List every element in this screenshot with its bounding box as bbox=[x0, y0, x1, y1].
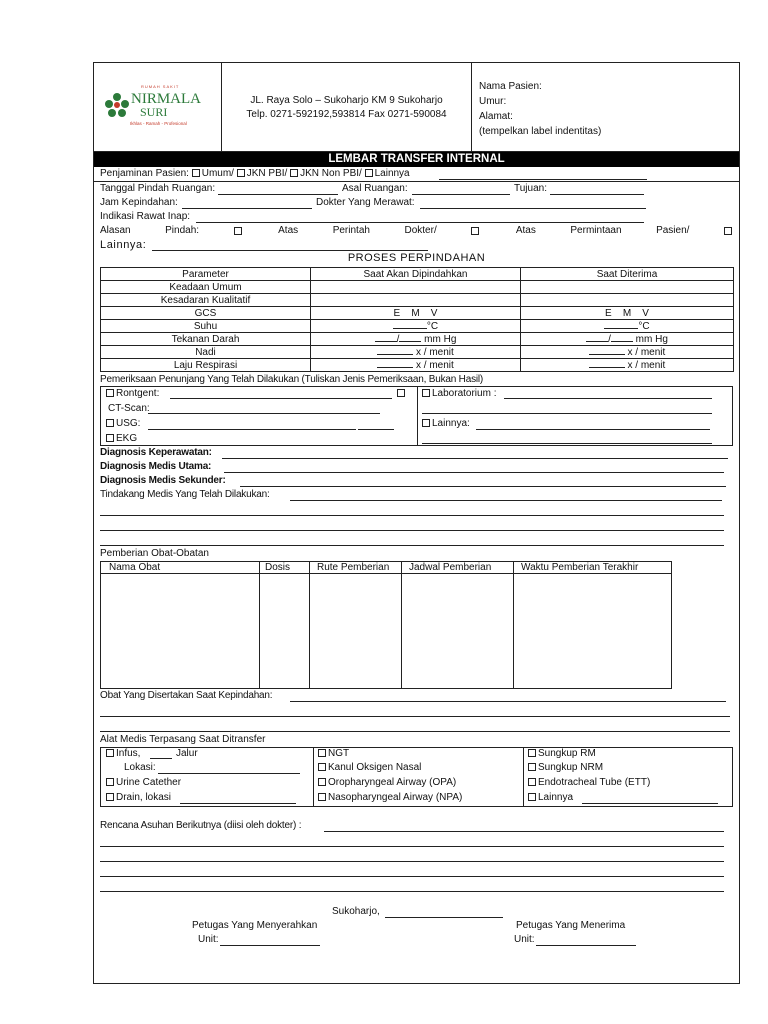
unit: mm Hg bbox=[424, 334, 457, 345]
place-label: Sukoharjo, bbox=[332, 906, 380, 917]
rontgent-row bbox=[106, 388, 159, 399]
blank[interactable] bbox=[611, 333, 633, 342]
checkbox-laboratorium[interactable] bbox=[422, 389, 430, 397]
header-waktu-terakhir: Waktu Pemberian Terakhir bbox=[521, 562, 639, 573]
cell-input[interactable] bbox=[521, 281, 734, 294]
lab-field-2[interactable] bbox=[422, 413, 712, 414]
alat-title: Alat Medis Terpasang Saat Ditransfer bbox=[100, 734, 266, 745]
gcs-before[interactable] bbox=[311, 307, 521, 320]
header-rute: Rute Pemberian bbox=[317, 562, 390, 573]
ctscan-label: CT-Scan: bbox=[108, 403, 150, 414]
diagnosis-keperawatan-field[interactable] bbox=[222, 458, 728, 459]
unit: x / menit bbox=[627, 347, 666, 358]
dokter-field[interactable] bbox=[420, 208, 646, 209]
checkbox-lainnya-alasan[interactable] bbox=[724, 227, 732, 235]
diagnosis-utama-label: Diagnosis Medis Utama: bbox=[100, 461, 212, 472]
rencana-field-5[interactable] bbox=[100, 891, 724, 892]
proses-table bbox=[100, 267, 734, 372]
header bbox=[94, 63, 739, 152]
drain-label: Drain, lokasi bbox=[116, 792, 172, 803]
flower-icon bbox=[104, 91, 130, 121]
alasan-word: Permintaan bbox=[570, 225, 622, 236]
usg-label: USG: bbox=[116, 418, 141, 429]
divider bbox=[309, 562, 310, 688]
nadi-before[interactable] bbox=[311, 346, 521, 359]
blank[interactable] bbox=[589, 346, 625, 355]
diagnosis-utama-field[interactable] bbox=[224, 472, 724, 473]
alat-lainnya-field[interactable] bbox=[582, 803, 718, 804]
nrm-label: Sungkup NRM bbox=[538, 762, 604, 773]
divider bbox=[259, 562, 260, 688]
logo-name-1: NIRMALA bbox=[131, 91, 201, 107]
alat-nrm-row bbox=[528, 762, 603, 773]
alat-ett-row bbox=[528, 777, 650, 788]
logo-top-text: RUMAH SAKIT bbox=[141, 84, 180, 89]
tujuan-label: Tujuan: bbox=[514, 183, 547, 194]
option-umum: Umum/ bbox=[201, 168, 234, 179]
unit: x / menit bbox=[415, 347, 454, 358]
penjaminan-label: Penjaminan Pasien: bbox=[100, 168, 189, 179]
checkbox-jkn-non-pbi[interactable] bbox=[290, 169, 298, 177]
checkbox-npa[interactable] bbox=[318, 793, 326, 801]
alasan-row bbox=[100, 225, 734, 236]
dokter-label: Dokter Yang Merawat: bbox=[316, 197, 415, 208]
usg-row bbox=[106, 418, 140, 429]
unit: x / menit bbox=[627, 360, 666, 371]
obat-table[interactable] bbox=[100, 561, 672, 689]
blank[interactable] bbox=[604, 320, 638, 329]
tindakan-field-4[interactable] bbox=[100, 545, 724, 546]
lainnya-field[interactable] bbox=[152, 250, 428, 251]
diagnosis-keperawatan-label: Diagnosis Keperawatan: bbox=[100, 447, 212, 458]
penunjang-box bbox=[100, 386, 733, 446]
divider bbox=[417, 387, 418, 445]
rm-label: Sungkup RM bbox=[538, 748, 596, 759]
tanggal-label: Tanggal Pindah Ruangan: bbox=[100, 183, 216, 194]
header-dosis: Dosis bbox=[265, 562, 291, 573]
checkbox-ekg[interactable] bbox=[106, 434, 114, 442]
alat-rm-row bbox=[528, 748, 596, 759]
header-parameter: Parameter bbox=[101, 268, 311, 281]
patient-address-label: Alamat: bbox=[479, 111, 513, 122]
gcs-text: E M V bbox=[605, 307, 649, 319]
alasan-word: Dokter/ bbox=[404, 225, 437, 236]
alat-lainnya-row bbox=[528, 792, 573, 803]
blank[interactable] bbox=[399, 333, 421, 342]
checkbox-kanul-oksigen[interactable] bbox=[318, 763, 326, 771]
checkbox-urine-catether[interactable] bbox=[106, 778, 114, 786]
row-laju-respirasi: Laju Respirasi bbox=[101, 359, 311, 372]
patient-label-note: (tempelkan label indentitas) bbox=[479, 126, 602, 137]
form-page bbox=[93, 62, 740, 984]
unit-left-label: Unit: bbox=[198, 934, 219, 945]
tujuan-field[interactable] bbox=[550, 194, 644, 195]
alat-opa-row bbox=[318, 777, 456, 788]
checkbox-atas-perintah-dokter[interactable] bbox=[234, 227, 242, 235]
checkbox-penunjang-lainnya[interactable] bbox=[422, 419, 430, 427]
asal-ruangan-field[interactable] bbox=[412, 194, 510, 195]
infus-field[interactable] bbox=[150, 758, 172, 759]
checkbox-ctscan[interactable] bbox=[397, 389, 405, 397]
row-gcs: GCS bbox=[101, 307, 311, 320]
alat-lainnya-label: Lainnya bbox=[538, 792, 574, 803]
penunjang-title: Pemeriksaan Penunjang Yang Telah Dilakukan (Tuliskan Jenis Pemeriksaan, Bukan Hasil) bbox=[100, 374, 484, 385]
alat-drain-row bbox=[106, 792, 171, 803]
gcs-text: E M V bbox=[393, 307, 438, 319]
checkbox-alat-lainnya[interactable] bbox=[528, 793, 536, 801]
penunjang-lainnya-field[interactable] bbox=[476, 429, 710, 430]
tindakan-field[interactable] bbox=[290, 500, 722, 501]
ekg-label: EKG bbox=[116, 433, 138, 444]
rontgent-field[interactable] bbox=[170, 398, 392, 399]
logo-tagline: Ikhlas - Ramah - Profesional bbox=[130, 121, 187, 126]
diagnosis-sekunder-field[interactable] bbox=[240, 486, 726, 487]
kanul-label: Kanul Oksigen Nasal bbox=[328, 762, 422, 773]
unit: x / menit bbox=[415, 360, 454, 371]
td-after[interactable]: / mm Hg bbox=[521, 333, 734, 346]
checkbox-sungkup-rm[interactable] bbox=[528, 749, 536, 757]
alat-infus-row bbox=[106, 748, 140, 759]
penunjang-lainnya-field-2[interactable] bbox=[422, 443, 712, 444]
obat-disertakan-label: Obat Yang Disertakan Saat Kepindahan: bbox=[100, 690, 273, 701]
divider bbox=[513, 562, 514, 688]
ekg-row bbox=[106, 433, 137, 444]
blank[interactable] bbox=[589, 359, 625, 368]
gcs-after[interactable] bbox=[521, 307, 734, 320]
blank[interactable] bbox=[375, 333, 397, 342]
blank[interactable] bbox=[586, 333, 608, 342]
hospital-address: JL. Raya Solo – Sukoharjo KM 9 Sukoharjo bbox=[250, 94, 443, 106]
patient-age-label: Umur: bbox=[479, 96, 507, 107]
tanggal-field[interactable] bbox=[218, 194, 338, 195]
header-saat-diterima: Saat Diterima bbox=[521, 268, 734, 281]
diagnosis-sekunder-label: Diagnosis Medis Sekunder: bbox=[100, 475, 226, 486]
penjaminan-lainnya-field[interactable] bbox=[439, 179, 647, 180]
checkbox-usg[interactable] bbox=[106, 419, 114, 427]
penunjang-lainnya-row bbox=[422, 418, 470, 429]
row-tekanan-darah: Tekanan Darah bbox=[101, 333, 311, 346]
rencana-field[interactable] bbox=[324, 831, 724, 832]
ct-checkbox-wrap bbox=[397, 388, 407, 399]
alat-npa-row bbox=[318, 792, 462, 803]
alat-urine-row bbox=[106, 777, 181, 788]
obat-title: Pemberian Obat-Obatan bbox=[100, 548, 209, 559]
ett-label: Endotracheal Tube (ETT) bbox=[538, 777, 651, 788]
jam-label: Jam Kepindahan: bbox=[100, 197, 178, 208]
unit: °C bbox=[638, 321, 650, 332]
obat-disertakan-field-3[interactable] bbox=[100, 731, 730, 732]
unit: °C bbox=[426, 321, 439, 332]
suhu-after[interactable] bbox=[521, 320, 734, 333]
lab-label: Laboratorium : bbox=[432, 388, 497, 399]
checkbox-ett[interactable] bbox=[528, 778, 536, 786]
rencana-field-4[interactable] bbox=[100, 876, 724, 877]
form-title: LEMBAR TRANSFER INTERNAL bbox=[94, 152, 739, 167]
petugas-menyerahkan: Petugas Yang Menyerahkan bbox=[192, 920, 318, 931]
option-jkn-non-pbi: JKN Non PBI/ bbox=[300, 168, 362, 179]
penjaminan-row bbox=[100, 168, 410, 179]
lab-row bbox=[422, 388, 496, 399]
alasan-word: Atas bbox=[515, 225, 536, 236]
tindakan-field-2[interactable] bbox=[100, 515, 724, 516]
unit-right-field[interactable] bbox=[536, 945, 636, 946]
lokasi-field[interactable] bbox=[158, 773, 300, 774]
cell-input[interactable] bbox=[521, 294, 734, 307]
lokasi-label: Lokasi: bbox=[124, 762, 156, 773]
checkbox-jkn-pbi[interactable] bbox=[237, 169, 245, 177]
npa-label: Nasopharyngeal Airway (NPA) bbox=[328, 792, 463, 803]
suhu-before[interactable] bbox=[311, 320, 521, 333]
tindakan-label: Tindakang Medis Yang Telah Dilakukan: bbox=[100, 489, 270, 500]
divider bbox=[401, 562, 402, 688]
urine-label: Urine Catether bbox=[116, 777, 182, 788]
asal-ruangan-label: Asal Ruangan: bbox=[342, 183, 408, 194]
checkbox-sungkup-nrm[interactable] bbox=[528, 763, 536, 771]
checkbox-infus[interactable] bbox=[106, 749, 114, 757]
logo-name-2: SURI bbox=[140, 105, 168, 119]
infus-label: Infus, bbox=[116, 748, 141, 759]
checkbox-ngt[interactable] bbox=[318, 749, 326, 757]
hospital-logo bbox=[104, 83, 214, 133]
petugas-menerima: Petugas Yang Menerima bbox=[516, 920, 626, 931]
alasan-word: Pasien/ bbox=[656, 225, 690, 236]
address-cell bbox=[222, 63, 472, 152]
checkbox-opa[interactable] bbox=[318, 778, 326, 786]
tindakan-field-3[interactable] bbox=[100, 530, 724, 531]
obat-disertakan-field-2[interactable] bbox=[100, 716, 730, 717]
row-suhu: Suhu bbox=[101, 320, 311, 333]
divider bbox=[313, 748, 314, 806]
checkbox-atas-permintaan-pasien[interactable] bbox=[471, 227, 479, 235]
alasan-word: Perintah bbox=[332, 225, 370, 236]
date-field[interactable] bbox=[385, 917, 503, 918]
row-nadi: Nadi bbox=[101, 346, 311, 359]
checkbox-rontgent[interactable] bbox=[106, 389, 114, 397]
ngt-label: NGT bbox=[328, 748, 350, 759]
alasan-word: Atas bbox=[278, 225, 299, 236]
header-nama-obat: Nama Obat bbox=[109, 562, 161, 573]
patient-name-label: Nama Pasien: bbox=[479, 81, 542, 92]
row-keadaan-umum: Keadaan Umum bbox=[101, 281, 311, 294]
divider bbox=[523, 748, 524, 806]
blank[interactable] bbox=[377, 346, 413, 355]
divider bbox=[101, 573, 671, 574]
option-jkn-pbi: JKN PBI/ bbox=[246, 168, 288, 179]
divider bbox=[94, 181, 739, 182]
alasan-word: Alasan bbox=[100, 225, 131, 236]
jalur-label: Jalur bbox=[176, 748, 198, 759]
ctscan-field[interactable] bbox=[148, 413, 380, 414]
usg-field-2[interactable] bbox=[358, 429, 394, 430]
obat-disertakan-field[interactable] bbox=[290, 701, 726, 702]
proses-title: PROSES PERPINDAHAN bbox=[347, 252, 486, 264]
rr-before[interactable] bbox=[311, 359, 521, 372]
rencana-field-3[interactable] bbox=[100, 861, 724, 862]
header-jadwal: Jadwal Pemberian bbox=[409, 562, 492, 573]
rr-after[interactable] bbox=[521, 359, 734, 372]
checkbox-drain[interactable] bbox=[106, 793, 114, 801]
rencana-label: Rencana Asuhan Berikutnya (diisi oleh dokter) : bbox=[100, 820, 302, 831]
rontgent-label: Rontgent: bbox=[116, 388, 160, 399]
lainnya-label: Lainnya: bbox=[100, 239, 147, 251]
cell-input[interactable] bbox=[311, 281, 521, 294]
blank[interactable] bbox=[393, 320, 427, 329]
indikasi-label: Indikasi Rawat Inap: bbox=[100, 211, 191, 222]
option-lainnya: Lainnya bbox=[374, 168, 410, 179]
alat-ngt-row bbox=[318, 748, 349, 759]
alasan-word: Pindah: bbox=[165, 225, 200, 236]
rencana-field-2[interactable] bbox=[100, 846, 724, 847]
checkbox-lainnya[interactable] bbox=[365, 169, 373, 177]
checkbox-umum[interactable] bbox=[192, 169, 200, 177]
jam-field[interactable] bbox=[182, 208, 312, 209]
logo-cell bbox=[94, 63, 222, 152]
cell-input[interactable] bbox=[311, 294, 521, 307]
opa-label: Oropharyngeal Airway (OPA) bbox=[328, 777, 457, 788]
nadi-after[interactable] bbox=[521, 346, 734, 359]
unit-left-field[interactable] bbox=[220, 945, 320, 946]
drain-field[interactable] bbox=[180, 803, 296, 804]
unit-right-label: Unit: bbox=[514, 934, 535, 945]
usg-field[interactable] bbox=[148, 429, 356, 430]
td-before[interactable]: / mm Hg bbox=[311, 333, 521, 346]
hospital-phone: Telp. 0271-592192,593814 Fax 0271-590084 bbox=[246, 108, 447, 120]
row-kesadaran: Kesadaran Kualitatif bbox=[101, 294, 311, 307]
penunjang-lainnya-label: Lainnya: bbox=[432, 418, 470, 429]
blank[interactable] bbox=[377, 359, 413, 368]
patient-label-cell[interactable] bbox=[472, 63, 739, 152]
indikasi-field[interactable] bbox=[196, 222, 644, 223]
alat-kanul-row bbox=[318, 762, 421, 773]
lab-field[interactable] bbox=[504, 398, 712, 399]
unit: mm Hg bbox=[635, 334, 668, 345]
header-saat-akan: Saat Akan Dipindahkan bbox=[311, 268, 521, 281]
